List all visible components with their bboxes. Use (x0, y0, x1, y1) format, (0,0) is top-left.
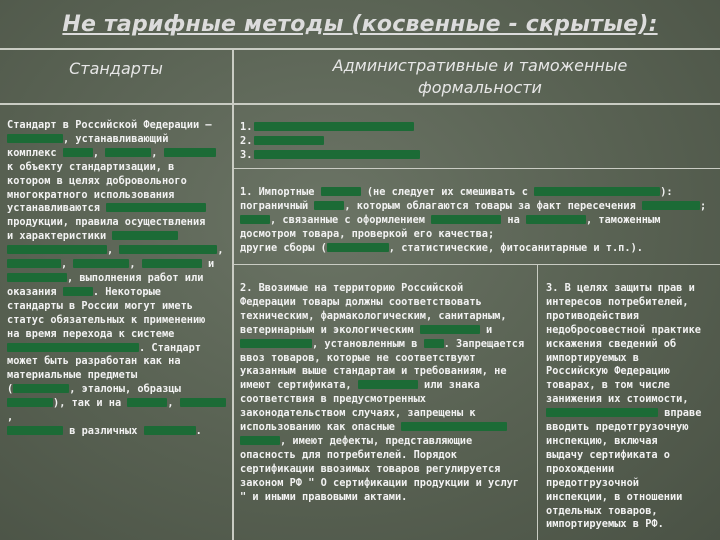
header-divider (0, 103, 720, 105)
link[interactable] (63, 287, 93, 296)
standards-text: Стандарт в Российской Федерации — , устанавливающий комплекс , , к объекту стандартизации, в котором в целях добровольного многократного использования устанавливаются продукции, правила осуществления и характеристики , , , , и , выполнения работ или оказания . Некоторые стандарты в России могут иметь статус обязательных к применению на время перехода к системе . Стандарт может быть разработан как на материальные предметы ( , эталоны, образцы ), так и на , , в различных . (7, 119, 229, 439)
link[interactable] (534, 187, 660, 196)
link[interactable] (142, 259, 202, 268)
link[interactable] (526, 215, 586, 224)
link[interactable] (106, 203, 206, 212)
fees-text: 1. Импортные (не следует их смешивать с ): пограничный , которым облагаются товары за факт пересечения ; , связанные с оформлением на , таможенным досмотром товара, проверкой его качества; другие сборы ( , статистические, фитосанитарные и т.п.). (240, 186, 707, 254)
fees-divider (233, 264, 720, 265)
link[interactable] (7, 343, 139, 352)
table-top-border (0, 48, 720, 50)
link[interactable] (314, 201, 344, 210)
protection-text: 3. В целях защиты прав и интересов потребителей, противодействия недобросовестной практике искажения сведений об импортируемых в Российскую Федерацию товарах, в том числе занижения их стоимости, вправе вводить предотгрузочную инспекцию, включая выдачу сертификата о прохождении предотгрузочной инспекции, в отношении отдельных товаров, импортируемых в РФ. (546, 282, 702, 531)
link[interactable] (112, 231, 178, 240)
list-item: 3. (240, 149, 710, 163)
link[interactable] (7, 426, 63, 435)
link[interactable] (7, 273, 67, 282)
list-item: 2. (240, 135, 710, 149)
link[interactable] (164, 148, 216, 157)
link[interactable] (431, 215, 501, 224)
link[interactable] (254, 150, 420, 159)
link[interactable] (327, 243, 389, 252)
subcolumn-divider (537, 264, 538, 540)
link[interactable] (254, 136, 324, 145)
link[interactable] (105, 148, 151, 157)
link[interactable] (7, 134, 63, 143)
link[interactable] (63, 148, 93, 157)
link[interactable] (73, 259, 129, 268)
link[interactable] (254, 122, 414, 131)
link[interactable] (7, 259, 61, 268)
link[interactable] (401, 422, 507, 431)
formalities-header: Административные и таможенные формальности (332, 56, 628, 97)
link[interactable] (546, 408, 658, 417)
content-table (0, 48, 720, 540)
link[interactable] (180, 398, 226, 407)
slide-title: Не тарифные методы (косвенные - скрытые): (62, 12, 658, 37)
link[interactable] (240, 339, 312, 348)
link[interactable] (240, 436, 280, 445)
goods-text: 2. Ввозимые на территорию Российской Федерации товары должны соответствовать техническим, фармакологическим, санитарным, ветеринарным и экологическим и , установленным в . Запрещается ввоз товаров, которые не соответствуют указанным выше стандартам и требованиям, не имеют сертификата, или знака соответствия в предусмотренных законодательством случаях, запрещены к использованию как опасные , имеют дефекты, представляющие опасность для потребителей. Порядок сертификации ввозимых товаров регулируется законом РФ " О сертификации продукции и услуг " и иными правовыми актами. (240, 282, 525, 503)
list-item: 1. (240, 121, 710, 135)
link[interactable] (7, 245, 107, 254)
column-divider (232, 48, 234, 540)
link[interactable] (127, 398, 167, 407)
link[interactable] (642, 201, 700, 210)
link[interactable] (13, 384, 69, 393)
link[interactable] (119, 245, 217, 254)
link[interactable] (7, 398, 53, 407)
link[interactable] (420, 325, 480, 334)
formalities-list (240, 121, 710, 163)
list-divider (233, 168, 720, 169)
link[interactable] (358, 380, 418, 389)
standards-header: Стандарты (69, 59, 163, 78)
link[interactable] (144, 426, 196, 435)
link[interactable] (424, 339, 444, 348)
link[interactable] (321, 187, 361, 196)
link[interactable] (240, 215, 270, 224)
